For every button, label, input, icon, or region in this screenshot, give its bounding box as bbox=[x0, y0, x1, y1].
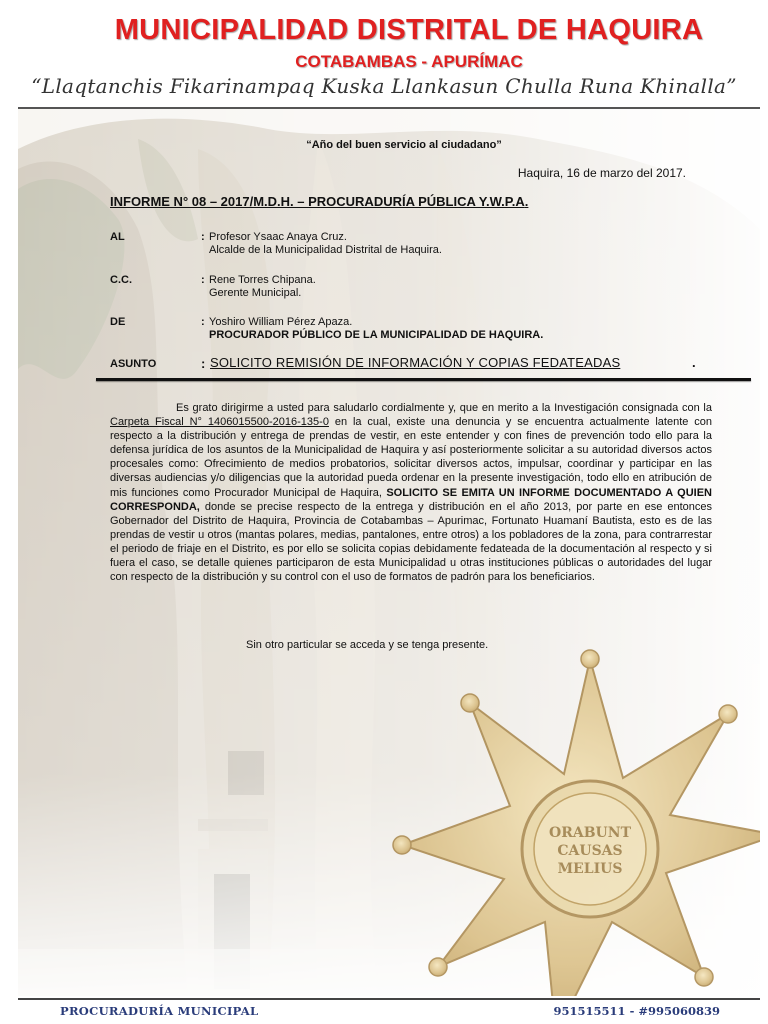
cc-position: Gerente Municipal. bbox=[209, 287, 302, 299]
footer-divider bbox=[18, 998, 760, 1000]
seal-word-3: MELIUS bbox=[557, 861, 623, 877]
cc-colon: : bbox=[201, 274, 205, 286]
fiscal-file-reference: Carpeta Fiscal N° 1406015500-2016-135-0 bbox=[110, 416, 329, 429]
body-paragraph bbox=[110, 401, 712, 584]
sender-label: DE bbox=[110, 316, 126, 328]
report-title-text: INFORME N° 08 – 2017/M.D.H. – PROCURADURÍA PÚBLICA Y.W.P.A bbox=[110, 194, 525, 209]
addressee-position: Alcalde de la Municipalidad Distrital de Haquira. bbox=[209, 244, 442, 256]
sender-name: Yoshiro William Pérez Apaza. bbox=[209, 316, 353, 328]
closing-line: Sin otro particular se acceda y se tenga presente. bbox=[246, 639, 489, 651]
seal-word-2: CAUSAS bbox=[557, 843, 623, 859]
subject-divider bbox=[96, 378, 751, 381]
province-subtitle: COTABAMBAS - APURÍMAC bbox=[295, 52, 523, 71]
sender-position: PROCURADOR PÚBLICO DE LA MUNICIPALIDAD DE HAQUIRA. bbox=[209, 329, 544, 341]
cc-label: C.C. bbox=[110, 274, 132, 286]
subject-label: ASUNTO bbox=[110, 358, 157, 370]
addressee-name: Profesor Ysaac Anaya Cruz. bbox=[209, 231, 347, 243]
subject-text: SOLICITO REMISIÓN DE INFORMACIÓN Y COPIAS FEDATEADAS bbox=[210, 355, 621, 370]
place-date: Haquira, 16 de marzo del 2017. bbox=[517, 166, 686, 180]
report-title bbox=[110, 194, 528, 209]
report-title-period: . bbox=[524, 194, 529, 209]
addressee-label: AL bbox=[110, 231, 125, 243]
subject-colon: : bbox=[201, 356, 206, 371]
seal-word-1: ORABUNT bbox=[549, 825, 631, 841]
footer-office: PROCURADURÍA MUNICIPAL bbox=[60, 1004, 259, 1018]
subject-period: . bbox=[692, 355, 696, 370]
addressee-colon: : bbox=[201, 231, 205, 243]
quechua-motto: “Llaqtanchis Fikarinampaq Kuska Llankasun Chulla Runa Khinalla” bbox=[31, 74, 737, 98]
body-text-1: Es grato dirigirme a usted para saludarlo cordialmente y, que en merito a la Investigación consignada con la bbox=[176, 402, 712, 414]
municipality-title: MUNICIPALIDAD DISTRITAL DE HAQUIRA bbox=[114, 14, 704, 46]
year-motto: “Año del buen servicio al ciudadano” bbox=[306, 139, 502, 151]
cc-name: Rene Torres Chipana. bbox=[209, 274, 316, 286]
footer-phone: 951515511 - #995060839 bbox=[553, 1004, 720, 1018]
body-text-2: en la cual, existe una denuncia y se encuentra actualmente latente con respecto a la distribución y entrega de prendas de vestir, en este entender y con fines de prevención todo ello para la defensa jurídica de los asuntos de la Municipalidad de Haquira y así posteriormente solicitar a su autoridad diversos actos procesales como: Ofrecimiento de medios probatorios, solicitar diversos actos, impulsar, coordinar y participar en las diversas audiencias y/o diligencias que la autoridad pueda ordenar en la presente investigación, todo ello en atribución de mis funciones como Procurador Municipal de Haquira, bbox=[110, 416, 712, 499]
sender-colon: : bbox=[201, 316, 205, 328]
request-statement: SOLICITO SE EMITA UN INFORME DOCUMENTADO A QUIEN CORRESPONDA, bbox=[110, 486, 712, 513]
body-text-3: donde se precise respecto de la entrega y distribución en el año 2013, por parte en ese entonces Gobernador del Distrito de Haquira, Provincia de Cotabambas – Apurimac, Fortunato Huamaní Bautista, esto es de las prendas de vestir u otros (mantas polares, medias, pantalones, entre otros) a los pobladores de la zona, para contrarrestar el periodo de friaje en el Distrito, es por ello se solicita copias debidamente fedateada de la documentación al respecto y si fuera el caso, se detalle quienes participaron de esta Municipalidad u otras instituciones públicas o autoridades del lugar con respecto de la distribución y su control con el uso de formatos de padrón para los beneficiarios. bbox=[110, 500, 712, 584]
